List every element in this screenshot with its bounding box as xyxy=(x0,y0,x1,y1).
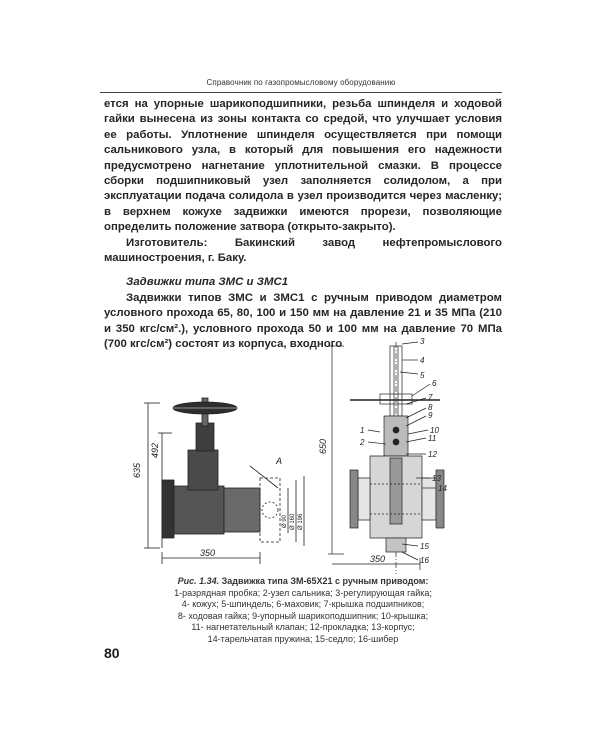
callout-6: 6 xyxy=(432,379,437,388)
callout-11: 11 xyxy=(428,434,437,443)
dim-160: Ø 160 xyxy=(290,513,296,530)
caption-line: 14-тарельчатая пружина; 15-седло; 16-шибер xyxy=(207,633,399,644)
valve-exterior-view xyxy=(144,398,304,564)
figure-number: Рис. 1.34. xyxy=(177,576,220,586)
callout-13: 13 xyxy=(432,474,441,483)
callout-9: 9 xyxy=(428,411,433,420)
dim-492: 492 xyxy=(150,442,160,458)
caption-title-line xyxy=(104,576,502,588)
paragraph-2: Изготовитель: Бакинский завод нефтепромыслового машиностроения, г. Баку. xyxy=(104,236,502,265)
paragraph-1: ется на упорные шарикоподшипники, резьба шпинделя и ходовой гайки вынесена из зоны контакта со средой, что улучшает условия ее работы. Уплотнение шпинделя осуществляется при помощи сальникового узла, в который для повышения его надежности предусмотрено нагнетание уплотнительной смазки. В процессе сборки подшипниковый узел заполняется солидолом, а при эксплуатации подача солидола в узел производится через масленку; в верхнем кожухе задвижки имеются прорези, позволяющие определить положение затвора (открыто-закрыто). xyxy=(104,98,502,234)
callout-15: 15 xyxy=(420,542,429,551)
caption-line: 1-разрядная пробка; 2-узел сальника; 3-регулирующая гайка; xyxy=(174,587,432,598)
page-number: 80 xyxy=(104,645,120,661)
running-header: Справочник по газопромысловому оборудованию xyxy=(206,78,396,87)
dim-650: 650 xyxy=(318,438,328,454)
section-heading: Задвижки типа ЗМС и ЗМС1 xyxy=(126,276,289,289)
callout-1: 1 xyxy=(360,426,365,435)
callout-5: 5 xyxy=(420,371,425,380)
dim-90: Ø 90 xyxy=(282,514,288,528)
header-rule xyxy=(100,92,502,93)
callout-3: 3 xyxy=(420,338,425,346)
body-text xyxy=(104,97,502,353)
paragraph-3: Задвижки типов ЗМС и ЗМС1 с ручным приводом диаметром условного прохода 65, 80, 100 и 150 мм на давление 21 и 35 МПа (210 и 350 кгс/см².), условного прохода 50 и 100 мм на давление 70 МПа (700 кгс/см²) состоят из корпуса, входного xyxy=(104,291,502,351)
dim-350-right: 350 xyxy=(370,554,386,564)
callout-4: 4 xyxy=(420,356,425,365)
dim-196: Ø 196 xyxy=(298,513,304,530)
dim-635: 635 xyxy=(132,462,142,478)
caption-title: Задвижка типа ЗМ-65Х21 с ручным приводом: xyxy=(221,576,429,586)
callout-10: 10 xyxy=(430,426,439,435)
callout-12: 12 xyxy=(428,450,437,459)
callout-2: 2 xyxy=(360,438,365,447)
valve-section-view xyxy=(328,342,444,574)
figure-caption xyxy=(104,576,502,645)
caption-line: 11- нагнетательный клапан; 12-прокладка; 13-корпус; xyxy=(191,622,415,632)
valve-drawing xyxy=(100,338,510,578)
mark-a: A xyxy=(276,456,283,466)
callout-14: 14 xyxy=(438,484,447,493)
caption-line: 8- ходовая гайка; 9-упорный шарикоподшипник; 10-крышка; xyxy=(177,610,429,621)
dim-350-left: 350 xyxy=(200,548,216,558)
callout-7: 7 xyxy=(428,393,433,402)
callout-16: 16 xyxy=(420,556,429,565)
caption-line: 4- кожух; 5-шпиндель; 6-маховик; 7-крышка подшипников; xyxy=(181,599,425,609)
callout-8: 8 xyxy=(428,403,433,412)
